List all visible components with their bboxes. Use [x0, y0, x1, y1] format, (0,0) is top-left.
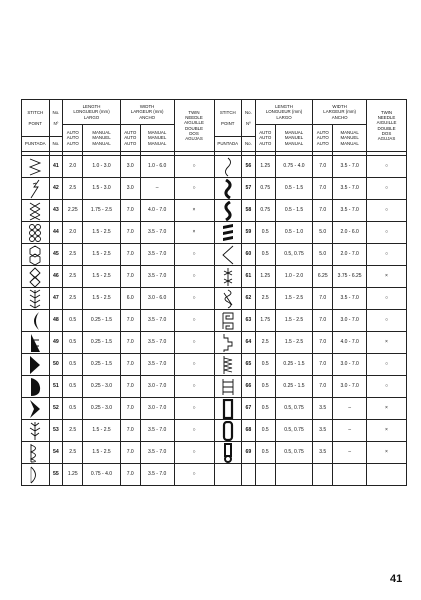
width-manual: 3.0 - 7.0: [333, 376, 367, 398]
table-row: [22, 376, 407, 398]
empty-cell: [242, 464, 256, 486]
length-auto: 1.75: [255, 310, 275, 332]
stitch-number: 65: [242, 354, 256, 376]
width-manual: 3.5 - 7.0: [140, 420, 174, 442]
empty-cell: [255, 464, 275, 486]
width-auto: 7.0: [120, 398, 140, 420]
length-auto: 2.5: [63, 442, 83, 464]
width-auto: 7.0: [120, 442, 140, 464]
stitch-number: 47: [49, 288, 63, 310]
width-manual: 3.5 - 7.0: [333, 200, 367, 222]
length-manual: 0.25 - 1.5: [275, 376, 313, 398]
stitch-number: 55: [49, 464, 63, 486]
length-header: LENGTH LONGUEUR (mm) LARGO: [255, 100, 313, 125]
twin-needle: ○: [367, 354, 407, 376]
table-row: [22, 266, 407, 288]
table-row: [22, 354, 407, 376]
twin-needle: ○: [174, 354, 214, 376]
width-auto: 3.0: [120, 156, 140, 178]
auto-header: AUTO AUTO AUTO: [120, 125, 140, 152]
length-auto: 2.5: [63, 266, 83, 288]
stitch-number: 57: [242, 178, 256, 200]
stitch-number: 52: [49, 398, 63, 420]
width-manual: –: [333, 442, 367, 464]
width-manual: 3.5 - 7.0: [140, 442, 174, 464]
length-manual: 0.25 - 1.5: [275, 354, 313, 376]
width-manual: 3.5 - 7.0: [140, 332, 174, 354]
bell-satin-stitch-icon: [22, 376, 50, 398]
width-manual: 3.0 - 7.0: [333, 354, 367, 376]
empty-cell: [275, 464, 313, 486]
length-auto: 2.25: [63, 200, 83, 222]
stitch-number: 62: [242, 288, 256, 310]
width-manual: 3.5 - 7.0: [140, 266, 174, 288]
stitch-header: STITCH POINT: [214, 100, 242, 137]
length-manual: 1.5 - 2.5: [275, 288, 313, 310]
twin-needle: ×: [174, 222, 214, 244]
table-row: [22, 420, 407, 442]
length-auto: 0.5: [63, 354, 83, 376]
diamond-stitch-icon: [22, 266, 50, 288]
width-manual: 2.0 - 6.0: [333, 222, 367, 244]
table-row: [22, 288, 407, 310]
twin-needle: ○: [367, 288, 407, 310]
twin-needle: ○: [367, 310, 407, 332]
length-manual: 0.5 - 1.5: [275, 178, 313, 200]
width-auto: 7.0: [313, 178, 333, 200]
width-auto: 5.0: [313, 244, 333, 266]
length-manual: 0.25 - 3.0: [83, 376, 121, 398]
stitch-number: 66: [242, 376, 256, 398]
width-auto: 7.0: [313, 376, 333, 398]
length-auto: 0.5: [63, 398, 83, 420]
empty-cell: [313, 464, 333, 486]
cross-line-stitch-icon: [214, 266, 242, 288]
length-manual: 0.5, 0.75: [275, 244, 313, 266]
scallop-edge-stitch-icon: [22, 442, 50, 464]
feather-stitch-icon: [22, 288, 50, 310]
length-manual: 0.75 - 4.0: [275, 156, 313, 178]
width-manual: 3.5 - 7.0: [140, 222, 174, 244]
no-header: No.: [242, 137, 256, 152]
stitch-number: 46: [49, 266, 63, 288]
table-row: [22, 178, 407, 200]
zigzag-stitch-icon: [22, 156, 50, 178]
length-manual: 0.75 - 4.0: [83, 464, 121, 486]
length-manual: 1.5 - 2.5: [83, 266, 121, 288]
stitch-number: 68: [242, 420, 256, 442]
length-auto: 2.5: [63, 244, 83, 266]
manual-header: MANUAL MANUEL MANUAL: [275, 125, 313, 152]
length-auto: 0.5: [255, 244, 275, 266]
stitch-number: 44: [49, 222, 63, 244]
slant-satin-stitch-icon: [214, 222, 242, 244]
length-auto: 2.5: [255, 288, 275, 310]
twin-needle: ×: [367, 266, 407, 288]
twin-needle: ○: [174, 376, 214, 398]
width-auto: 7.0: [313, 288, 333, 310]
length-manual: 1.0 - 3.0: [83, 156, 121, 178]
length-header: LENGTH LONGUEUR (mm) LARGO: [63, 100, 121, 125]
empty-cell: [333, 464, 367, 486]
wave-stitch-icon: [214, 156, 242, 178]
slant-line-stitch-icon: [214, 244, 242, 266]
keyhole-buttonhole-icon: [214, 442, 242, 464]
twin-needle: ○: [367, 222, 407, 244]
length-manual: 0.5, 0.75: [275, 420, 313, 442]
stitch-number: 67: [242, 398, 256, 420]
twin-needle: ○: [174, 420, 214, 442]
width-auto: 3.0: [120, 178, 140, 200]
twin-needle: ○: [174, 244, 214, 266]
width-manual: 3.5 - 7.0: [140, 310, 174, 332]
width-auto: 7.0: [313, 310, 333, 332]
width-auto: 7.0: [120, 376, 140, 398]
width-auto: 7.0: [313, 200, 333, 222]
width-manual: 3.75 - 6.25: [333, 266, 367, 288]
width-auto: 7.0: [120, 420, 140, 442]
width-manual: 1.0 - 6.0: [140, 156, 174, 178]
stitch-number: 59: [242, 222, 256, 244]
twin-needle: ×: [367, 332, 407, 354]
twin-needle: ○: [174, 266, 214, 288]
width-manual: 3.0 - 7.0: [333, 310, 367, 332]
manual-header: MANUAL MANUEL MANUAL: [140, 125, 174, 152]
length-auto: 0.5: [255, 376, 275, 398]
ladder-stitch-icon: [214, 376, 242, 398]
length-manual: 0.25 - 1.5: [83, 332, 121, 354]
length-manual: 0.25 - 1.5: [83, 310, 121, 332]
width-auto: 5.0: [313, 222, 333, 244]
length-auto: 0.75: [255, 200, 275, 222]
stitch-chart-table: [21, 99, 407, 486]
twin-needle: ○: [367, 376, 407, 398]
twin-needle: ○: [174, 288, 214, 310]
width-manual: 3.0 - 6.0: [140, 288, 174, 310]
empty-cell: [367, 464, 407, 486]
crescent-stitch-icon: [22, 310, 50, 332]
stitch-number: 63: [242, 310, 256, 332]
manual-header: MANUAL MANUEL MANUAL: [83, 125, 121, 152]
length-auto: 1.25: [63, 464, 83, 486]
length-manual: 1.5 - 3.0: [83, 178, 121, 200]
width-auto: 3.5: [313, 442, 333, 464]
zigzag-line-stitch-icon: [214, 354, 242, 376]
stitch-header: STITCH POINT: [22, 100, 50, 137]
width-auto: 3.5: [313, 398, 333, 420]
length-auto: 0.5: [63, 376, 83, 398]
length-manual: 0.25 - 1.5: [83, 354, 121, 376]
table-header: [22, 100, 407, 156]
auto-header: AUTO AUTO AUTO: [255, 125, 275, 152]
stitch-number: 48: [49, 310, 63, 332]
staircase-stitch-icon: [214, 332, 242, 354]
length-manual: 1.5 - 2.5: [83, 442, 121, 464]
stitch-number: 69: [242, 442, 256, 464]
honeycomb-stitch-icon: [22, 244, 50, 266]
width-manual: 3.0 - 7.0: [140, 398, 174, 420]
stitch-number: 42: [49, 178, 63, 200]
width-header: WIDTH LARGEUR (mm) ANCHO: [313, 100, 367, 125]
width-auto: 7.0: [120, 222, 140, 244]
stitch-number: 50: [49, 354, 63, 376]
scallop-stitch-icon: [22, 464, 50, 486]
length-auto: 0.5: [255, 354, 275, 376]
cross-stitch-icon: [22, 200, 50, 222]
width-manual: 3.5 - 7.0: [140, 464, 174, 486]
manual-header: MANUAL MANUEL MANUAL: [333, 125, 367, 152]
length-auto: 2.0: [63, 222, 83, 244]
puntada-header: PUNTADA: [214, 137, 242, 152]
length-auto: 0.5: [255, 442, 275, 464]
table-body: [22, 156, 407, 486]
length-manual: 0.5 - 1.0: [275, 222, 313, 244]
stitch-number: 51: [49, 376, 63, 398]
width-manual: 3.5 - 7.0: [333, 288, 367, 310]
arrowhead-satin-stitch-icon: [22, 398, 50, 420]
twin-needle: ×: [367, 398, 407, 420]
twin-needle: ○: [367, 178, 407, 200]
auto-header: AUTO AUTO AUTO: [63, 125, 83, 152]
length-manual: 1.75 - 2.5: [83, 200, 121, 222]
twin-needle: ○: [174, 178, 214, 200]
page-number: 41: [390, 573, 403, 585]
width-auto: 7.0: [120, 310, 140, 332]
no-header: No. Nº: [49, 100, 63, 137]
width-auto: 6.25: [313, 266, 333, 288]
stitch-number: 58: [242, 200, 256, 222]
twin-needle: ○: [174, 332, 214, 354]
length-auto: 2.5: [63, 178, 83, 200]
twin-needle: ○: [174, 398, 214, 420]
twin-needle: ×: [367, 420, 407, 442]
greek-key-stitch-icon: [214, 310, 242, 332]
width-auto: 7.0: [313, 332, 333, 354]
triangle-satin-stitch-icon: [22, 354, 50, 376]
lightning-stitch-icon: [22, 178, 50, 200]
width-manual: –: [333, 398, 367, 420]
square-buttonhole-icon: [214, 398, 242, 420]
twin-needle-header: TWIN NEEDLE AIGUILLE DOUBLE DOS AGUJAS: [367, 100, 407, 152]
twin-needle: ○: [367, 244, 407, 266]
width-auto: 7.0: [120, 464, 140, 486]
width-auto: 6.0: [120, 288, 140, 310]
table-row: [22, 222, 407, 244]
width-manual: 3.5 - 7.0: [140, 354, 174, 376]
width-manual: 3.5 - 7.0: [333, 178, 367, 200]
round-buttonhole-icon: [214, 420, 242, 442]
stitch-number: 61: [242, 266, 256, 288]
stitch-number: 49: [49, 332, 63, 354]
length-auto: 2.5: [63, 288, 83, 310]
length-auto: 0.75: [255, 178, 275, 200]
length-manual: 1.5 - 2.5: [275, 310, 313, 332]
width-manual: –: [333, 420, 367, 442]
table-row: [22, 398, 407, 420]
width-manual: 2.0 - 7.0: [333, 244, 367, 266]
leaf-stitch-icon: [22, 420, 50, 442]
width-auto: 7.0: [120, 200, 140, 222]
table-row: [22, 442, 407, 464]
loop-chain-stitch-icon: [214, 288, 242, 310]
width-auto: 7.0: [120, 332, 140, 354]
width-auto: 7.0: [313, 354, 333, 376]
length-auto: 0.5: [255, 398, 275, 420]
length-manual: 1.5 - 2.5: [83, 222, 121, 244]
length-auto: 0.5: [63, 310, 83, 332]
length-auto: 0.5: [63, 332, 83, 354]
length-auto: 1.25: [255, 156, 275, 178]
twin-needle: ○: [174, 156, 214, 178]
stitch-number: 43: [49, 200, 63, 222]
length-auto: 0.5: [255, 222, 275, 244]
width-auto: 7.0: [120, 244, 140, 266]
twin-needle: ○: [174, 464, 214, 486]
twin-needle: ○: [174, 310, 214, 332]
stitch-number: 60: [242, 244, 256, 266]
circle-chain-stitch-icon: [22, 222, 50, 244]
no-header: No.: [49, 137, 63, 152]
length-auto: 2.5: [63, 420, 83, 442]
stitch-number: 54: [49, 442, 63, 464]
length-manual: 1.5 - 2.5: [83, 288, 121, 310]
twin-needle: ○: [367, 156, 407, 178]
length-auto: 2.0: [63, 156, 83, 178]
auto-header: AUTO AUTO AUTO: [313, 125, 333, 152]
wave-satin-stitch-icon: [214, 178, 242, 200]
width-header: WIDTH LARGEUR (mm) ANCHO: [120, 100, 174, 125]
length-manual: 1.5 - 2.5: [275, 332, 313, 354]
empty-cell: [214, 464, 242, 486]
stitch-number: 45: [49, 244, 63, 266]
length-manual: 1.5 - 2.5: [83, 420, 121, 442]
length-manual: 1.0 - 2.0: [275, 266, 313, 288]
length-manual: 0.5 - 1.5: [275, 200, 313, 222]
length-manual: 0.5, 0.75: [275, 442, 313, 464]
width-manual: 4.0 - 7.0: [140, 200, 174, 222]
no-header: No. Nº: [242, 100, 256, 137]
length-auto: 0.5: [255, 420, 275, 442]
twin-needle: ×: [367, 442, 407, 464]
width-auto: 3.5: [313, 420, 333, 442]
width-manual: 3.0 - 7.0: [140, 376, 174, 398]
width-manual: 3.5 - 7.0: [333, 156, 367, 178]
stitch-number: 64: [242, 332, 256, 354]
width-auto: 7.0: [120, 266, 140, 288]
table-row: [22, 244, 407, 266]
twin-needle: ○: [367, 200, 407, 222]
table-row: [22, 332, 407, 354]
table-row: [22, 156, 407, 178]
twin-needle: ×: [174, 200, 214, 222]
wedge-satin-stitch-icon: [22, 332, 50, 354]
width-manual: –: [140, 178, 174, 200]
twin-needle-header: TWIN NEEDLE AIGUILLE DOUBLE DOS AGUJAS: [174, 100, 214, 152]
twin-needle: ○: [174, 442, 214, 464]
length-manual: 0.25 - 3.0: [83, 398, 121, 420]
table-row: [22, 200, 407, 222]
stitch-number: 56: [242, 156, 256, 178]
length-auto: 2.5: [255, 332, 275, 354]
length-manual: 1.5 - 2.5: [83, 244, 121, 266]
width-auto: 7.0: [313, 156, 333, 178]
length-auto: 1.25: [255, 266, 275, 288]
width-manual: 3.5 - 7.0: [140, 244, 174, 266]
table-row: [22, 464, 407, 486]
puntada-header: PUNTADA: [22, 137, 50, 152]
stitch-number: 41: [49, 156, 63, 178]
width-manual: 4.0 - 7.0: [333, 332, 367, 354]
table-row: [22, 310, 407, 332]
length-manual: 0.5, 0.75: [275, 398, 313, 420]
stitch-number: 53: [49, 420, 63, 442]
width-auto: 7.0: [120, 354, 140, 376]
serpentine-satin-stitch-icon: [214, 200, 242, 222]
